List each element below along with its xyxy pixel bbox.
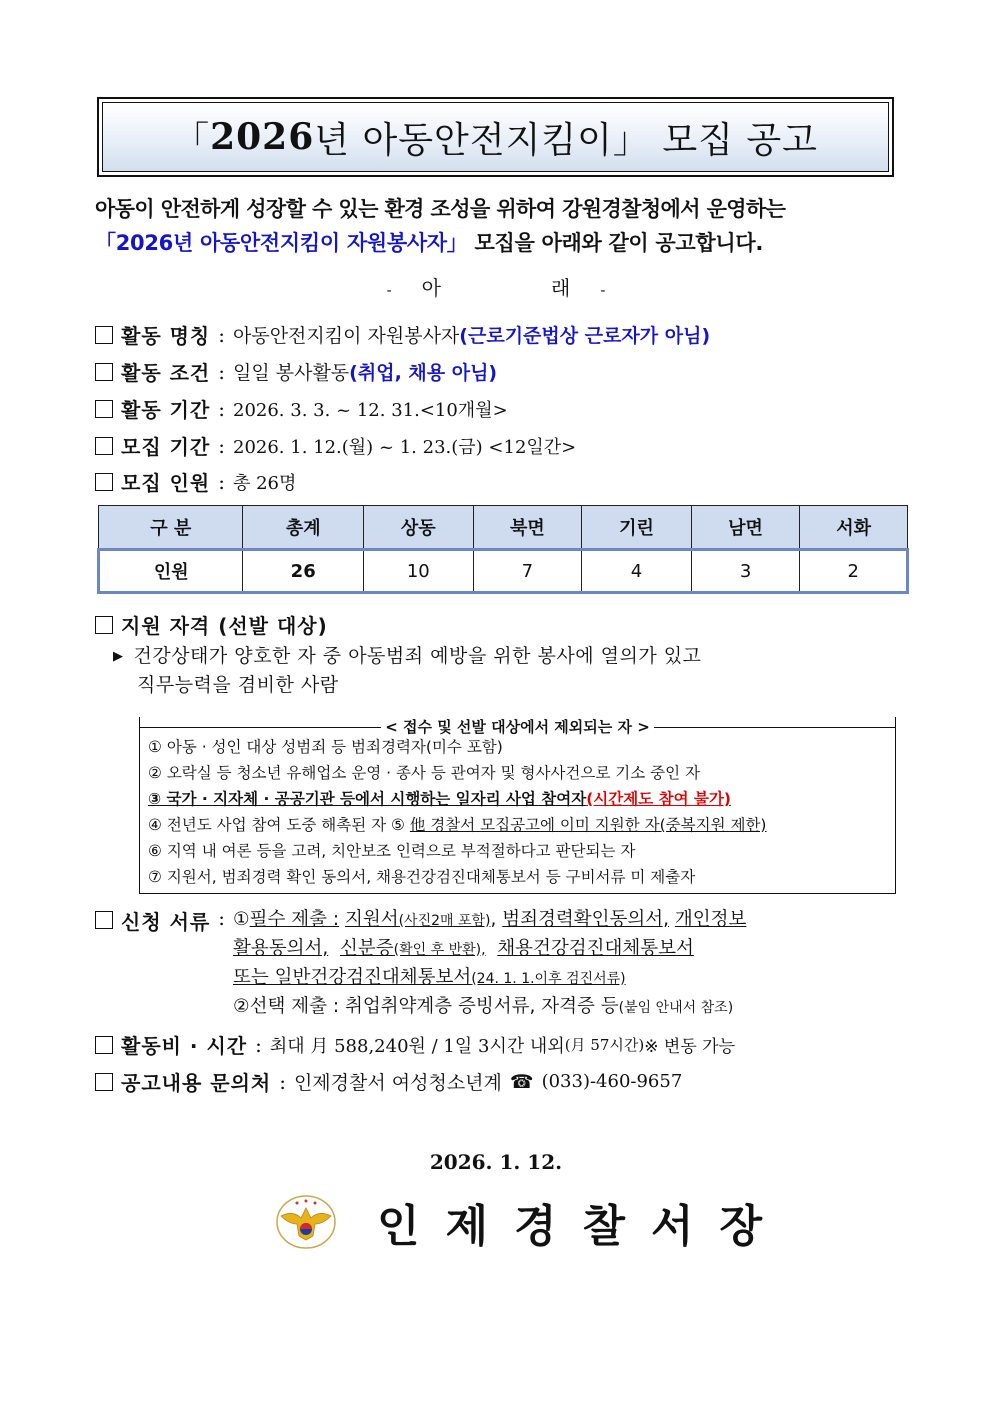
checkbox-square-icon bbox=[95, 363, 113, 381]
doc-application: 지원서 bbox=[344, 909, 399, 930]
section-marker bbox=[0, 272, 992, 301]
doc-note: (사진2매 포함) bbox=[398, 913, 491, 929]
cell-seohwa: 2 bbox=[800, 550, 908, 593]
doc-health-check: 채용건강검진대체통보서 bbox=[497, 938, 694, 959]
item-value: 아동안전지킴이 자원봉사자 bbox=[233, 325, 460, 347]
signature-block bbox=[275, 1190, 788, 1254]
issuer-name: 인제경찰서장 bbox=[377, 1201, 789, 1252]
dash-left: - bbox=[386, 283, 392, 299]
title-box bbox=[97, 97, 894, 177]
intro-paragraph bbox=[95, 192, 900, 260]
list-item: ② 오락실 등 청소년 유해업소 운영 · 종사 등 관여자 및 형사사건으로 기소 중인 자 bbox=[148, 764, 700, 782]
list-item bbox=[148, 786, 890, 812]
item-value: 총 26명 bbox=[233, 472, 297, 494]
exclusion-item-text: ④ 전년도 사업 참여 도중 해촉된 자 ⑤ bbox=[148, 816, 410, 834]
cell-girin: 4 bbox=[582, 550, 692, 593]
qual-line-2: 직무능력을 겸비한 사람 bbox=[137, 674, 339, 696]
cell-total: 26 bbox=[243, 550, 364, 593]
police-emblem-icon bbox=[275, 1194, 337, 1250]
checkbox-square-icon bbox=[95, 326, 113, 344]
cell-bukmyeon: 7 bbox=[473, 550, 582, 593]
doc-health-check-alt: 또는 일반건강검진대체통보서 bbox=[233, 967, 472, 988]
cell-label: 인원 bbox=[99, 550, 243, 593]
checkbox-square-icon bbox=[95, 437, 113, 455]
header-bukmyeon: 북면 bbox=[473, 506, 582, 550]
marker-char-2: 래 bbox=[551, 276, 571, 300]
dash-right: - bbox=[600, 283, 606, 299]
header-sangdong: 상동 bbox=[363, 506, 473, 550]
item-note: (月 57시간) bbox=[564, 1036, 645, 1054]
checkbox-square-icon bbox=[95, 400, 113, 418]
title-text: 년 아동안전지킴이」 모집 공고 bbox=[314, 119, 818, 161]
cell-nammyeon: 3 bbox=[691, 550, 800, 593]
page-title bbox=[102, 102, 889, 172]
item-note: (취업, 채용 아님) bbox=[349, 362, 498, 384]
table-row bbox=[99, 550, 908, 593]
item-value: 최대 月 588,240원 / 1일 3시간 내외 bbox=[269, 1035, 565, 1057]
item-label: 공고내용 문의처 bbox=[121, 1071, 272, 1095]
exclusion-list bbox=[148, 734, 890, 890]
doc-note: (24. 1. 1.이후 검진서류) bbox=[471, 971, 626, 987]
item-pay: 활동비 · 시간 : 최대 月 588,240원 / 1일 3시간 내외 (月 57시간) ※ 변동 가능 bbox=[95, 1030, 735, 1059]
marker-char-1: 아 bbox=[421, 276, 441, 300]
item-activity-period: 활동 기간 : 2026. 3. 3. ~ 12. 31.<10개월> bbox=[95, 394, 508, 423]
header-total: 총계 bbox=[243, 506, 364, 550]
item-value: 인제경찰서 여성청소년계 bbox=[293, 1072, 502, 1094]
header-nammyeon: 남면 bbox=[691, 506, 800, 550]
doc-id-card: 신분증 bbox=[340, 938, 394, 959]
qual-line-1: 건강상태가 양호한 자 중 아동범죄 예방을 위한 봉사에 열의가 있고 bbox=[133, 645, 702, 667]
item-activity-name: 활동 명칭 : 아동안전지킴이 자원봉사자 (근로기준법상 근로자가 아님) bbox=[95, 320, 710, 349]
intro-highlight: 「2026년 아동안전지킴이 자원봉사자」 bbox=[95, 231, 468, 255]
item-contact: 공고내용 문의처 : 인제경찰서 여성청소년계 ☎ (033)-460-9657 bbox=[95, 1067, 682, 1096]
item-label: 활동 명칭 bbox=[121, 324, 211, 348]
item-activity-condition: 활동 조건 : 일일 봉사활동 (취업, 채용 아님) bbox=[95, 357, 497, 386]
item-value: 2026. 1. 12.(월) ~ 1. 23.(금) <12일간> bbox=[233, 436, 577, 458]
header-seohwa: 서화 bbox=[800, 506, 908, 550]
item-label: 활동 조건 bbox=[121, 361, 211, 385]
list-item: ⑥ 지역 내 여론 등을 고려, 치안보조 인력으로 부적절하다고 판단되는 자 bbox=[148, 842, 636, 860]
list-item: ⑦ 지원서, 범죄경력 확인 동의서, 채용건강검진대체통보서 등 구비서류 미 제출자 bbox=[148, 868, 696, 886]
title-open-bracket: 「 bbox=[173, 119, 211, 161]
list-item bbox=[148, 812, 890, 838]
item-label: 활동 기간 bbox=[121, 398, 211, 422]
item-suffix: ※ 변동 가능 bbox=[644, 1037, 736, 1057]
exclusion-item-text: ③ 국가 · 지자체 · 공공기관 등에서 시행하는 일자리 사업 참여자 bbox=[148, 790, 587, 808]
cell-sangdong: 10 bbox=[363, 550, 473, 593]
doc-privacy-consent-cont: 활용동의서, bbox=[233, 938, 329, 959]
checkbox-square-icon bbox=[95, 473, 113, 491]
item-value: 일일 봉사활동 bbox=[233, 362, 350, 384]
checkbox-square-icon bbox=[95, 911, 113, 929]
checkbox-square-icon bbox=[95, 1036, 113, 1054]
exclusion-box bbox=[139, 717, 896, 894]
title-year: 2026 bbox=[210, 116, 315, 158]
documents-body: ①필수 제출 : 지원서(사진2매 포함), 범죄경력확인동의서, 개인정보 활용동의서, 신분증(확인 후 반환), 채용건강검진대체통보서 또는 일반건강검진대체통보서(24. 1. 1.이후 검진서류) ②선택 제출 : 취업취약계층 증빙서류, 자격증 등(붙임 안내서 참조) bbox=[233, 909, 747, 1017]
intro-rest: 모집을 아래와 같이 공고합니다. bbox=[467, 231, 764, 255]
item-label: 활동비 · 시간 bbox=[121, 1034, 248, 1058]
intro-line-1: 아동이 안전하게 성장할 수 있는 환경 조성을 위하여 강원경찰청에서 운영하는 bbox=[95, 197, 786, 221]
doc-criminal-record-consent: 범죄경력확인동의서, bbox=[502, 909, 669, 930]
item-label: 지원 자격 (선발 대상) bbox=[121, 614, 328, 638]
item-documents: 신청 서류 : ①필수 제출 : 지원서(사진2매 포함), 범죄경력확인동의서, 개인정보 활용동의서, 신분증(확인 후 반환), 채용건강검진대체통보서 또는 일반건강검진대체통보서(24. 1. 1.이후 검진서류) ②선택 제출 : 취업취약계층 증빙서류, 자격증 등(붙임 안내서 참조) bbox=[95, 906, 873, 1022]
doc-note: (확인 후 반환), bbox=[393, 942, 486, 958]
exclusion-title: < 접수 및 선발 대상에서 제외되는 자 > bbox=[385, 718, 650, 736]
required-prefix: ① bbox=[233, 909, 250, 930]
phone-icon: ☎ bbox=[509, 1070, 534, 1093]
header-girin: 기린 bbox=[582, 506, 692, 550]
item-label: 신청 서류 bbox=[121, 910, 211, 934]
doc-optional: ②선택 제출 : 취업취약계층 증빙서류, 자격증 등 bbox=[233, 996, 619, 1017]
exclusion-item-underlined: 他 경찰서 모집공고에 이미 지원한 자(중복지원 제한) bbox=[409, 816, 767, 834]
doc-note: (붙임 안내서 참조) bbox=[618, 1000, 734, 1016]
item-qualification bbox=[95, 610, 328, 639]
item-label: 모집 기간 bbox=[121, 435, 211, 459]
qualification-description bbox=[113, 642, 903, 700]
phone-number: (033)-460-9657 bbox=[541, 1071, 683, 1092]
item-value: 2026. 3. 3. ~ 12. 31.<10개월> bbox=[233, 399, 508, 421]
header-category: 구 분 bbox=[99, 506, 243, 550]
table-header-row bbox=[99, 506, 908, 550]
list-item: ① 아동 · 성인 대상 성범죄 등 범죄경력자(미수 포함) bbox=[148, 738, 503, 756]
triangle-bullet-icon: ▶ bbox=[113, 649, 124, 664]
announcement-date: 2026. 1. 12. bbox=[429, 1150, 563, 1174]
item-recruit-period: 모집 기간 : 2026. 1. 12.(월) ~ 1. 23.(금) <12일간> bbox=[95, 431, 576, 460]
required-label: 필수 제출 : bbox=[249, 909, 340, 930]
item-label: 모집 인원 bbox=[121, 471, 211, 495]
intro-line-2 bbox=[95, 226, 900, 260]
checkbox-square-icon bbox=[95, 616, 113, 634]
quota-table bbox=[97, 505, 909, 594]
item-recruit-count: 모집 인원 : 총 26명 bbox=[95, 467, 296, 496]
item-note: (근로기준법상 근로자가 아님) bbox=[459, 325, 711, 347]
exclusion-item-note: (시간제도 참여 불가) bbox=[586, 790, 731, 808]
doc-privacy-consent: 개인정보 bbox=[674, 909, 747, 930]
checkbox-square-icon bbox=[95, 1073, 113, 1091]
